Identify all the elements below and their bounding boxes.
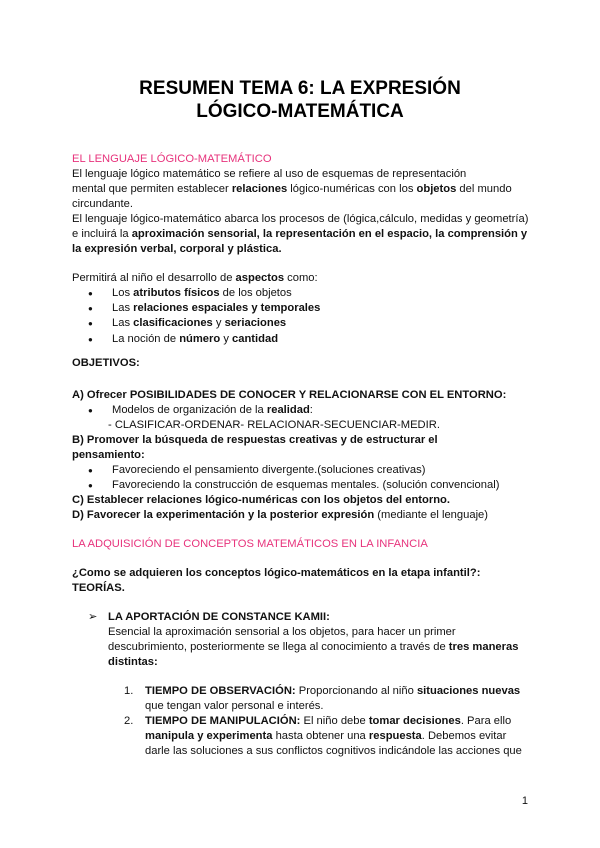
objective-a-sub: - CLASIFICAR-ORDENAR- RELACIONAR-SECUENCIAR-MEDIR.	[108, 419, 440, 431]
list-item: ● Los atributos físicos de los objetos	[88, 286, 538, 301]
list-item: ● Favoreciendo el pensamiento divergente.(soluciones creativas)	[88, 463, 538, 478]
page-number: 1	[521, 795, 528, 807]
paragraph-line: Permitirá al niño el desarrollo de aspectos como:	[72, 272, 318, 284]
paragraph-line: Esencial la aproximación sensorial a los objetos, para hacer un primer	[108, 626, 456, 638]
objective-b-list	[88, 463, 538, 493]
list-item: ● Las relaciones espaciales y temporales	[88, 301, 538, 316]
numbered-item-2: TIEMPO DE MANIPULACIÓN: El niño debe tomar decisiones. Para ello	[145, 715, 512, 727]
paragraph-line: mental que permiten establecer relaciones lógico-numéricas con los objetos del mundo	[72, 183, 512, 195]
numbered-item-2-line-3: darle las soluciones a sus conflictos cognitivos indicándole las acciones que	[145, 745, 522, 757]
section-heading-lenguaje: EL LENGUAJE LÓGICO-MATEMÁTICO	[72, 153, 272, 165]
page-title-line-2: LÓGICO-MATEMÁTICA	[196, 101, 404, 122]
list-item: ● Favoreciendo la construcción de esquemas mentales. (solución convencional)	[88, 478, 538, 493]
paragraph-line: la expresión verbal, corporal y plástica.	[72, 243, 282, 255]
section-heading-adquisicion: LA ADQUISICIÓN DE CONCEPTOS MATEMÁTICOS EN LA INFANCIA	[72, 538, 428, 550]
numbered-item-1: TIEMPO DE OBSERVACIÓN: Proporcionando al niño situaciones nuevas	[145, 685, 521, 697]
list-item: ● La noción de número y cantidad	[88, 332, 538, 347]
numbered-item-2-line-2: manipula y experimenta hasta obtener una respuesta. Debemos evitar	[145, 730, 507, 742]
paragraph-line: distintas:	[108, 656, 158, 668]
objective-a: A) Ofrecer POSIBILIDADES DE CONOCER Y RELACIONARSE CON EL ENTORNO:	[72, 389, 507, 401]
paragraph-line: El lenguaje lógico-matemático abarca los procesos de (lógica,cálculo, medidas y geometría)	[72, 213, 529, 225]
numbered-item-1-line-2: que tengan valor personal e interés.	[145, 700, 324, 712]
objective-c: C) Establecer relaciones lógico-numéricas con los objetos del entorno.	[72, 494, 450, 506]
list-item: ● Modelos de organización de la realidad:	[88, 403, 538, 418]
objective-b-line-2: pensamiento:	[72, 449, 145, 461]
objective-b-line-1: B) Promover la búsqueda de respuestas creativas y de estructurar el	[72, 434, 438, 446]
list-number: 2.	[124, 715, 134, 727]
objetivos-heading: OBJETIVOS:	[72, 357, 140, 369]
page-title-line-1: RESUMEN TEMA 6: LA EXPRESIÓN	[139, 78, 461, 99]
objective-a-list	[88, 403, 538, 418]
list-number: 1.	[124, 685, 134, 697]
aspects-list	[88, 286, 538, 347]
objective-d: D) Favorecer la experimentación y la posterior expresión (mediante el lenguaje)	[72, 509, 488, 521]
list-item: ● Las clasificaciones y seriaciones	[88, 316, 538, 331]
paragraph-line: circundante.	[72, 198, 133, 210]
paragraph-line: descubrimiento, posteriormente se llega al conocimiento a través de tres maneras	[108, 641, 519, 653]
paragraph-line: e incluirá la aproximación sensorial, la representación en el espacio, la comprensión y	[72, 228, 528, 240]
question-line-1: ¿Como se adquieren los conceptos lógico-matemáticos en la etapa infantil?:	[72, 567, 481, 579]
kamii-heading: LA APORTACIÓN DE CONSTANCE KAMII:	[108, 611, 330, 623]
question-line-2: TEORÍAS.	[72, 582, 125, 594]
arrow-bullet-icon: ➢	[88, 611, 98, 623]
paragraph-line: El lenguaje lógico matemático se refiere al uso de esquemas de representación	[72, 168, 467, 180]
